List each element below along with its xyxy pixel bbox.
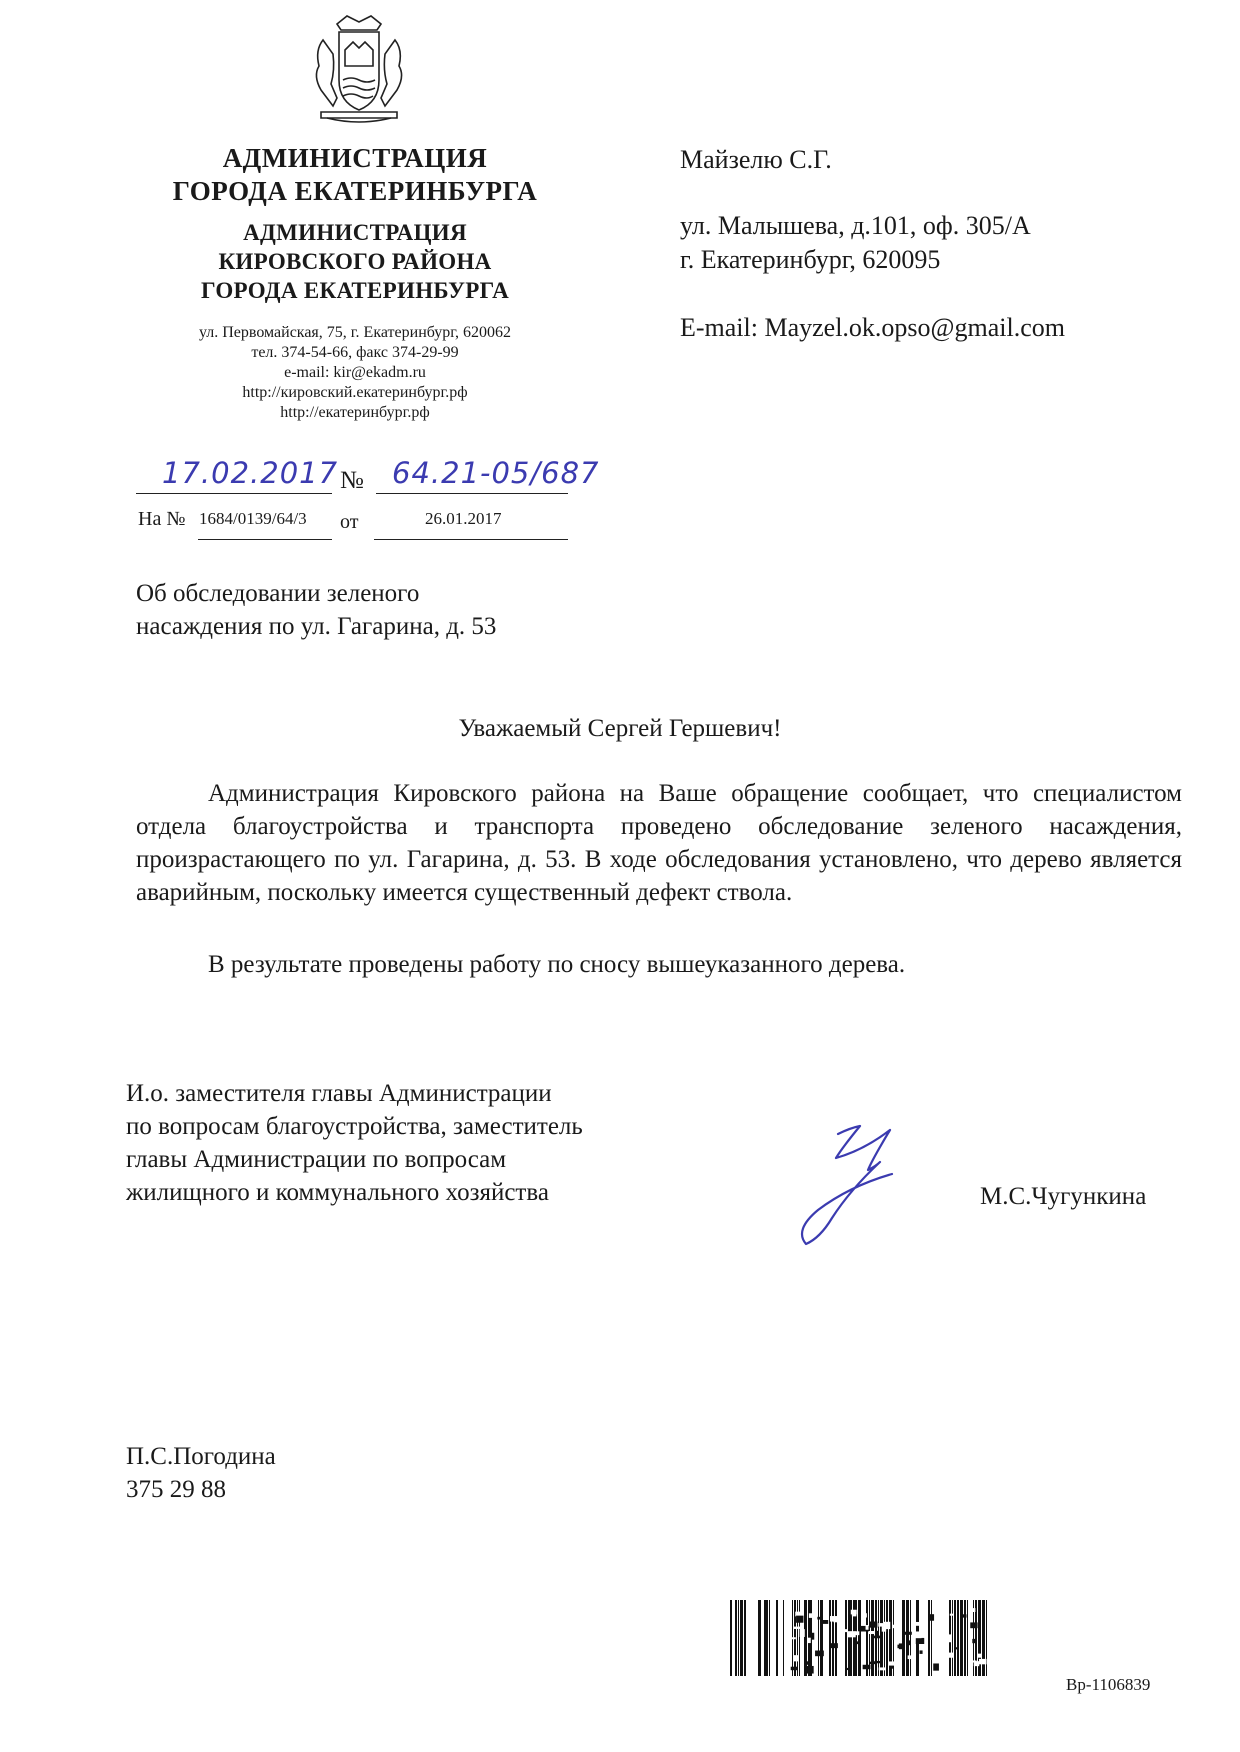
letter-subject [136,577,656,643]
date-underline [136,493,332,494]
position-line-4: жилищного и коммунального хозяйства [126,1179,549,1206]
subject-line-2: насаждения по ул. Гагарина, д. 53 [136,613,497,640]
body-paragraph-1: Администрация Кировского района на Ваше обращение сообщает, что специалистом отдела благоустройства и транспорта проведено обследование зеленого насаждения, произрастающего по ул. Гагарина, д. 53. В ходе обследования установлено, что дерево является аварийным, поскольку имеется существенный дефект ствола. [136,780,1182,906]
reply-date-underline [374,539,568,540]
department-line-3: ГОРОДА ЕКАТЕРИНБУРГА [201,278,509,303]
organization-line-1: АДМИНИСТРАЦИЯ [222,143,488,173]
subject-line-1: Об обследовании зеленого [136,580,420,607]
letterhead-email: e-mail: kir@ekadm.ru [284,364,426,381]
from-label: от [340,511,359,533]
barcode-number: Вр-1106839 [1066,1675,1151,1694]
letterhead-site-2: http://екатеринбург.рф [280,404,430,421]
department-name [150,218,560,305]
reply-label: На № [138,508,186,530]
reply-number: 1684/0139/64/3 [199,509,307,528]
position-line-3: главы Администрации по вопросам [126,1146,507,1173]
letterhead-contacts [130,323,580,423]
reply-date: 26.01.2017 [425,509,502,528]
body-paragraph-2: В результате проведены работу по сносу вышеуказанного дерева. [208,951,906,978]
organization-name [130,142,580,208]
department-line-1: АДМИНИСТРАЦИЯ [243,220,467,245]
registration-date: 17.02.2017 [162,456,339,490]
letterhead-site-1: http://кировский.екатеринбург.рф [242,384,468,401]
department-line-2: КИРОВСКОГО РАЙОНА [218,249,492,274]
executor-phone: 375 29 88 [126,1476,226,1503]
registration-number: 64.21-05/687 [392,456,600,490]
letterhead-phone: тел. 374-54-66, факс 374-29-99 [251,344,459,361]
number-underline [376,493,568,494]
handwritten-signature [780,1100,940,1260]
barcode-icon [730,1600,990,1676]
number-label: № [340,467,364,494]
position-line-1: И.о. заместителя главы Администрации [126,1080,552,1107]
recipient-email: E-mail: Mayzel.ok.opso@gmail.com [680,313,1065,342]
organization-line-2: ГОРОДА ЕКАТЕРИНБУРГА [172,176,538,206]
executor-name: П.С.Погодина [126,1443,276,1470]
recipient-street: ул. Малышева, д.101, оф. 305/А [680,211,1031,240]
greeting: Уважаемый Сергей Гершевич! [458,715,782,742]
reply-number-underline [198,539,332,540]
recipient-city: г. Екатеринбург, 620095 [680,245,941,274]
signatory-name: М.С.Чугункина [980,1183,1147,1210]
recipient-name: Майзелю С.Г. [680,145,832,174]
coat-of-arms-icon [303,10,415,130]
letterhead-address: ул. Первомайская, 75, г. Екатеринбург, 620062 [198,324,512,341]
signatory-position [126,1077,706,1209]
position-line-2: по вопросам благоустройства, заместитель [126,1113,583,1140]
executor-block [126,1440,276,1506]
